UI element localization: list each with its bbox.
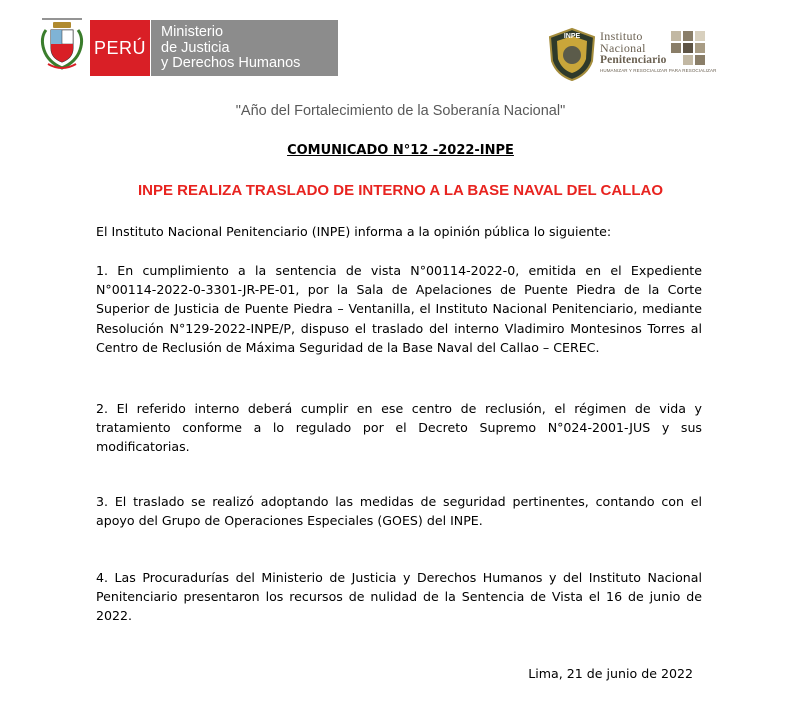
headline: INPE REALIZA TRASLADO DE INTERNO A LA BASE NAVAL DEL CALLAO	[137, 182, 663, 199]
inpe-tagline: HUMANIZAR Y RESOCIALIZAR PARA RESOCIALIZAR	[600, 68, 717, 73]
inpe-name-line: Nacional	[600, 41, 646, 55]
paragraph-1: 1. En cumplimiento a la sentencia de vista N°00114-2022-0, emitida en el Expediente N°00114-2022-0-3301-JR-PE-01, por la Sala de Apelaciones de Puente Piedra de la Corte Superior de Justicia de Puente Piedra – Ventanilla, el Instituto Nacional Penitenciario, mediante Resolución N°129-2022-INPE/P, dispuso el traslado del interno Vladimiro Montesinos Torres al Centro de Reclusión de Máxima Seguridad de la Base Naval del Callao – CEREC.	[96, 263, 702, 355]
inpe-name-line: Penitenciario	[600, 54, 667, 66]
year-motto: "Año del Fortalecimiento de la Soberanía Nacional"	[235, 103, 566, 119]
signature-date: Lima, 21 de junio de 2022	[528, 666, 693, 681]
intro-paragraph: El Instituto Nacional Penitenciario (INPE) informa a la opinión pública lo siguiente:	[96, 224, 612, 239]
inpe-seal-label: INPE	[563, 33, 581, 40]
inpe-grid-icon	[671, 31, 707, 65]
comunicado-title: COMUNICADO N°12 -2022-INPE	[287, 143, 514, 158]
inpe-seal-icon	[547, 27, 597, 81]
paragraph-4: 4. Las Procuradurías del Ministerio de Justicia y Derechos Humanos y del Instituto Nacional Penitenciario presentaron los recursos de nulidad de la Sentencia de Vista el 16 de junio de 2022.	[96, 570, 702, 624]
ministry-logo	[151, 20, 338, 76]
paragraph-3: 3. El traslado se realizó adoptando las medidas de seguridad pertinentes, contando con el apoyo del Grupo de Operaciones Especiales (GOES) del INPE.	[96, 494, 702, 529]
ministry-line: de Justicia	[161, 39, 230, 56]
paragraph-2: 2. El referido interno deberá cumplir en ese centro de reclusión, el régimen de vida y tratamiento conforme a lo regulado por el Decreto Supremo N°024-2001-JUS y sus modificatorias.	[96, 401, 702, 455]
inpe-name-line: Instituto	[600, 29, 643, 43]
ministry-line: Ministerio	[161, 24, 224, 40]
ministry-line: y Derechos Humanos	[161, 55, 301, 71]
peru-logo: PERÚ	[90, 20, 150, 76]
coat-of-arms-icon	[38, 16, 86, 76]
